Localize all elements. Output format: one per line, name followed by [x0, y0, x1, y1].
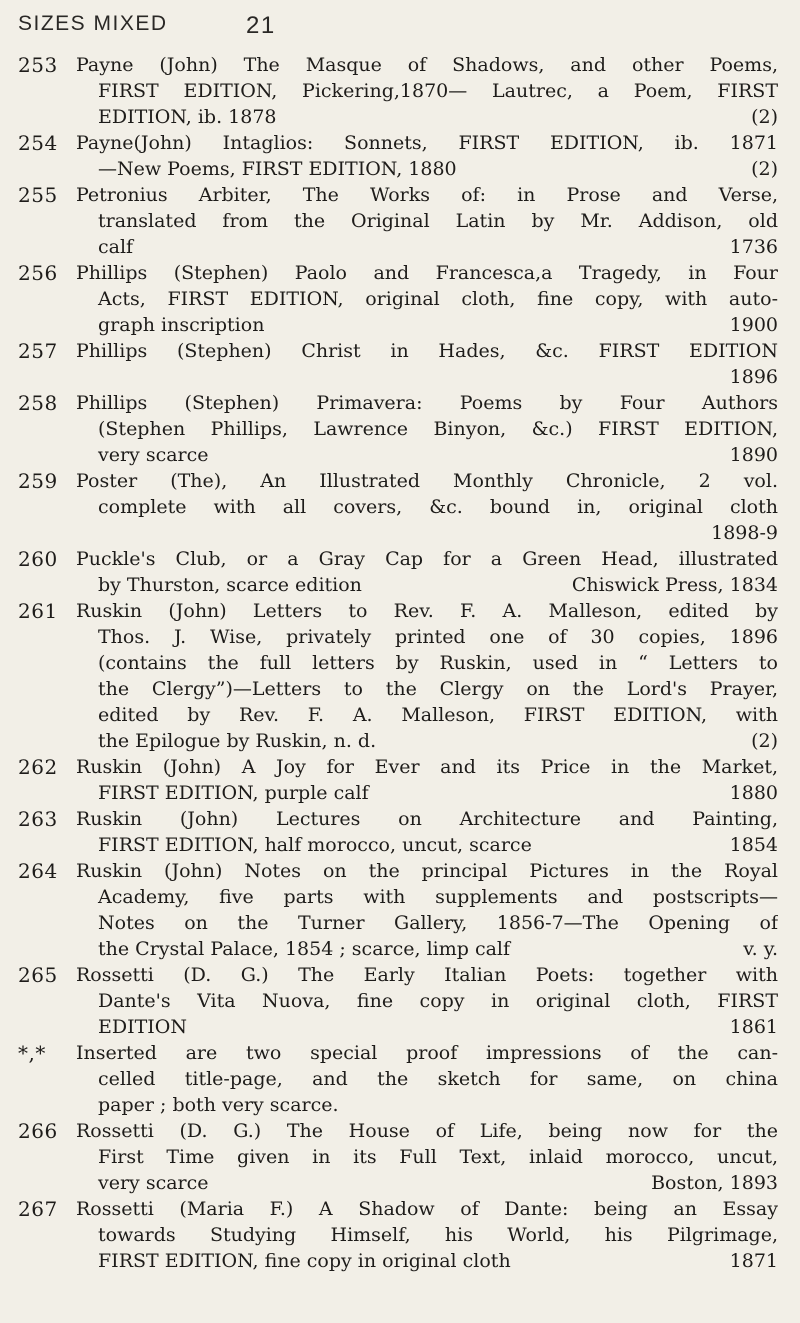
entry-text: the Epilogue by Ruskin, n. d. [98, 730, 377, 752]
entry-text: paper ; both very scarce. [98, 1094, 339, 1116]
lot-number: 263 [18, 807, 58, 831]
entry-date: 1890 [729, 444, 778, 466]
entry-text-line [76, 546, 778, 572]
entry-text: Phillips (Stephen) Paolo and Francesca,a Tragedy, in Four [76, 262, 778, 284]
catalogue-entry [18, 598, 778, 754]
lot-number: 259 [18, 469, 58, 493]
entry-text-line [76, 598, 778, 624]
entry-text-line [76, 1118, 778, 1144]
catalogue-entry [18, 754, 778, 806]
entry-text-line [76, 390, 778, 416]
entry-text-line [76, 624, 778, 650]
entry-date: 1736 [729, 236, 778, 258]
entry-text-line [76, 1222, 778, 1248]
lot-number: 254 [18, 131, 58, 155]
entry-text-line [76, 312, 778, 338]
entry-text-line [76, 1066, 778, 1092]
entry-text-line [76, 676, 778, 702]
entry-text: Payne (John) The Masque of Shadows, and other Poems, [76, 54, 778, 76]
lot-number: 258 [18, 391, 58, 415]
catalogue-entry [18, 1196, 778, 1274]
lot-number: 257 [18, 339, 58, 363]
entry-text: by Thurston, scarce edition [98, 574, 362, 596]
entry-text: FIRST EDITION, fine copy in original cloth [98, 1250, 511, 1272]
entry-text: Puckle's Club, or a Gray Cap for a Green Head, illustrated [76, 548, 778, 570]
catalogue-entry [18, 52, 778, 130]
entry-text-line [76, 130, 778, 156]
entry-text: complete with all covers, &c. bound in, original cloth [98, 496, 778, 518]
entry-date: Chiswick Press, 1834 [571, 574, 778, 596]
entry-text: calf [98, 236, 134, 258]
lot-number: 267 [18, 1197, 58, 1221]
catalogue-entry [18, 390, 778, 468]
catalogue-entry [18, 546, 778, 598]
entry-date: 1880 [729, 782, 778, 804]
entry-date: Boston, 1893 [651, 1172, 778, 1194]
entry-text: towards Studying Himself, his World, his Pilgrimage, [98, 1224, 778, 1246]
entry-text: First Time given in its Full Text, inlaid morocco, uncut, [98, 1146, 778, 1168]
entry-text: Rossetti (D. G.) The House of Life, being now for the [76, 1120, 778, 1142]
entry-date: 1896 [729, 366, 778, 388]
entry-text-line [76, 364, 778, 390]
entry-text-line [76, 884, 778, 910]
entry-text-line [76, 1092, 778, 1118]
entry-text: translated from the Original Latin by Mr. Addison, old [98, 210, 778, 232]
catalogue-entry [18, 182, 778, 260]
entry-date: 1861 [729, 1016, 778, 1038]
entry-text: EDITION, ib. 1878 [98, 106, 277, 128]
entry-date: 1900 [729, 314, 778, 336]
catalogue-note [18, 1040, 778, 1118]
entry-text: Phillips (Stephen) Primavera: Poems by Four Authors [76, 392, 778, 414]
entry-text: Rossetti (Maria F.) A Shadow of Dante: being an Essay [76, 1198, 778, 1220]
entry-text-line [76, 416, 778, 442]
entry-text: the Crystal Palace, 1854 ; scarce, limp calf [98, 938, 511, 960]
entry-text: Ruskin (John) Letters to Rev. F. A. Malleson, edited by [76, 600, 778, 622]
entry-text-line [76, 1196, 778, 1222]
entry-text-line [76, 338, 778, 364]
lot-number: 262 [18, 755, 58, 779]
entry-text-line [76, 780, 778, 806]
entry-date: 1854 [729, 834, 778, 856]
entry-text-line [76, 156, 778, 182]
catalogue-entry [18, 338, 778, 390]
entry-text-line [76, 962, 778, 988]
lot-number: 256 [18, 261, 58, 285]
lot-number: 266 [18, 1119, 58, 1143]
entry-text-line [76, 1170, 778, 1196]
section-title: SIZES MIXED [18, 12, 168, 35]
entry-text-line [76, 260, 778, 286]
entry-text: Inserted are two special proof impressions of the can- [76, 1042, 778, 1064]
entry-text-line [76, 1144, 778, 1170]
entry-text-line [76, 208, 778, 234]
lot-number: 264 [18, 859, 58, 883]
lot-number: 260 [18, 547, 58, 571]
entry-text: Acts, FIRST EDITION, original cloth, fine copy, with auto- [98, 288, 778, 310]
lot-number: 265 [18, 963, 58, 987]
entry-text: Ruskin (John) Notes on the principal Pictures in the Royal [76, 860, 778, 882]
entry-text: celled title-page, and the sketch for same, on china [98, 1068, 778, 1090]
entry-text-line [76, 754, 778, 780]
entry-text: very scarce [98, 444, 209, 466]
entry-text-line [76, 104, 778, 130]
entry-date: (2) [751, 730, 778, 752]
catalogue-entry [18, 1118, 778, 1196]
entry-text: Thos. J. Wise, privately printed one of 30 copies, 1896 [98, 626, 778, 648]
entry-date: 1871 [729, 1250, 778, 1272]
entry-text: Rossetti (D. G.) The Early Italian Poets: together with [76, 964, 778, 986]
entry-text: very scarce [98, 1172, 209, 1194]
entry-text-line [76, 572, 778, 598]
entry-text: Poster (The), An Illustrated Monthly Chronicle, 2 vol. [76, 470, 778, 492]
entry-text-line [76, 520, 778, 546]
entry-text-line [76, 988, 778, 1014]
lot-number: 261 [18, 599, 58, 623]
catalogue-entry [18, 806, 778, 858]
entry-text-line [76, 832, 778, 858]
entry-date: (2) [751, 106, 778, 128]
entry-text-line [76, 182, 778, 208]
entry-text: (Stephen Phillips, Lawrence Binyon, &c.) FIRST EDITION, [98, 418, 778, 440]
entry-text: Ruskin (John) A Joy for Ever and its Price in the Market, [76, 756, 778, 778]
entry-date: (2) [751, 158, 778, 180]
entry-text: FIRST EDITION, Pickering,1870— Lautrec, a Poem, FIRST [98, 80, 778, 102]
catalogue-entry [18, 858, 778, 962]
entry-text: —New Poems, FIRST EDITION, 1880 [98, 158, 457, 180]
entry-text-line [76, 494, 778, 520]
entry-text-line [76, 650, 778, 676]
entry-text-line [76, 1248, 778, 1274]
entry-text: EDITION [98, 1016, 187, 1038]
entry-text: Petronius Arbiter, The Works of: in Prose and Verse, [76, 184, 778, 206]
catalogue-entry [18, 130, 778, 182]
entry-text-line [76, 1040, 778, 1066]
entry-text-line [76, 936, 778, 962]
entry-text: Payne(John) Intaglios: Sonnets, FIRST EDITION, ib. 1871 [76, 132, 778, 154]
lot-number: *,* [18, 1041, 46, 1065]
catalogue-entry [18, 468, 778, 546]
page-header [18, 12, 760, 44]
entry-text-line [76, 702, 778, 728]
catalogue-entry [18, 260, 778, 338]
entry-text: FIRST EDITION, half morocco, uncut, scarce [98, 834, 532, 856]
page-number: 21 [246, 12, 276, 39]
entry-text: (contains the full letters by Ruskin, used in “ Letters to [98, 652, 778, 674]
entry-text-line [76, 234, 778, 260]
entry-text: Phillips (Stephen) Christ in Hades, &c. FIRST EDITION [76, 340, 778, 362]
entry-text: the Clergy”)—Letters to the Clergy on the Lord's Prayer, [98, 678, 778, 700]
entry-text-line [76, 442, 778, 468]
entry-text-line [76, 1014, 778, 1040]
entry-text: Notes on the Turner Gallery, 1856-7—The Opening of [98, 912, 778, 934]
entry-text-line [76, 806, 778, 832]
entry-text-line [76, 286, 778, 312]
entry-text: graph inscription [98, 314, 265, 336]
entry-text: FIRST EDITION, purple calf [98, 782, 369, 804]
catalogue-entries [18, 52, 778, 1274]
catalogue-entry [18, 962, 778, 1040]
entry-text-line [76, 858, 778, 884]
entry-text-line [76, 910, 778, 936]
entry-text-line [76, 728, 778, 754]
lot-number: 255 [18, 183, 58, 207]
entry-text: Dante's Vita Nuova, fine copy in original cloth, FIRST [98, 990, 778, 1012]
entry-text: edited by Rev. F. A. Malleson, FIRST EDITION, with [98, 704, 778, 726]
entry-text: Academy, five parts with supplements and postscripts— [98, 886, 778, 908]
entry-text-line [76, 468, 778, 494]
entry-text-line [76, 52, 778, 78]
entry-date: v. y. [743, 938, 778, 960]
entry-text: Ruskin (John) Lectures on Architecture and Painting, [76, 808, 778, 830]
entry-text-line [76, 78, 778, 104]
lot-number: 253 [18, 53, 58, 77]
entry-date: 1898-9 [711, 522, 778, 544]
